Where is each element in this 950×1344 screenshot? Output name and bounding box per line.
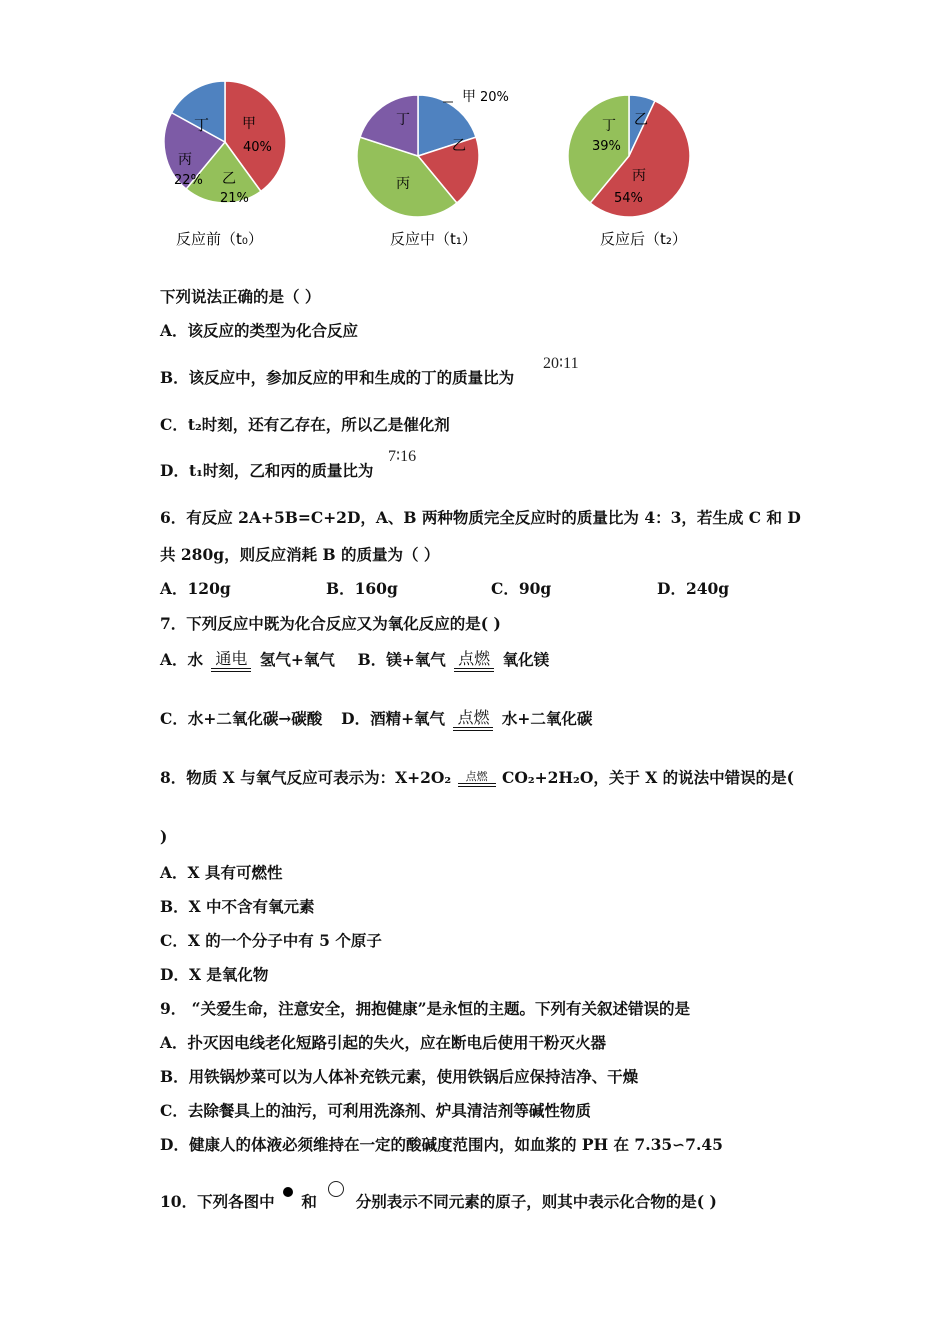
q6-option-d: D．240g (657, 579, 730, 598)
q7-option-a-product: 氢气+氧气 (259, 650, 335, 669)
double-line (453, 727, 493, 731)
q8-option-b: B．X 中不含有氧元素 (160, 897, 315, 916)
q5-option-d-ratio: 7∶16 (388, 448, 417, 465)
q8-stem (160, 766, 794, 788)
q9-option-c: C．去除餐具上的油污，可利用洗涤剂、炉具清洁剂等碱性物质 (160, 1101, 591, 1120)
q8-option-a: A．X 具有可燃性 (160, 863, 283, 882)
slice-label-jia: 甲 (242, 116, 256, 132)
q5-option-b-ratio: 20∶11 (543, 355, 579, 372)
slice-label-ding: 丁 (602, 118, 616, 134)
q5-stem: 下列说法正确的是（ ） (160, 287, 321, 306)
slice-label-bing: 丙 (632, 168, 646, 184)
q10-stem (160, 1181, 717, 1212)
q6-option-b: B．160g (326, 579, 398, 598)
q8-stem-close: ) (160, 827, 168, 846)
q8-stem-post: CO₂+2H₂O，关于 X 的说法中错误的是( (502, 768, 795, 787)
q7-options-ab (160, 648, 549, 672)
q7-option-d-reactant: D．酒精+氧气 (341, 709, 446, 728)
q8-stem-pre: 8．物质 X 与氧气反应可表示为：X+2O₂ (160, 768, 452, 787)
q5-option-b: B．该反应中，参加反应的甲和生成的丁的质量比为 (160, 368, 515, 387)
pie-t0 (164, 81, 286, 248)
double-line (211, 668, 251, 672)
hollow-atom-icon (328, 1181, 344, 1197)
q9-option-a: A．扑灭因电线老化短路引起的失火，应在断电后使用干粉灭火器 (160, 1033, 607, 1052)
slice-label-jia: 甲 (462, 89, 476, 105)
q7-stem: 7．下列反应中既为化合反应又为氧化反应的是( ) (160, 614, 501, 633)
pie-caption: 反应前（t₀） (176, 230, 263, 248)
q6-option-a: A．120g (160, 579, 231, 598)
q7-option-a-reactant: A．水 (160, 650, 204, 669)
slice-pct-yi: 21% (220, 191, 249, 206)
reaction-condition: 点燃 (457, 707, 490, 727)
pie-charts (150, 80, 730, 255)
pie-t1 (357, 89, 509, 248)
q7-option-d-product: 水+二氧化碳 (501, 709, 593, 728)
q9-stem: 9． “关爱生命，注意安全，拥抱健康”是永恒的主题。下列有关叙述错误的是 (160, 999, 691, 1018)
q9-option-b: B．用铁锅炒菜可以为人体补充铁元素，使用铁锅后应保持洁净、干燥 (160, 1067, 639, 1086)
filled-atom-icon (283, 1187, 293, 1197)
reaction-arrow (211, 648, 251, 672)
slice-label-yi: 乙 (222, 171, 236, 187)
double-line (458, 783, 496, 787)
pie-caption: 反应中（t₁） (390, 230, 477, 248)
q5-option-c: C．t₂时刻，还有乙存在，所以乙是催化剂 (160, 415, 450, 434)
q5-option-d: D．t₁时刻，乙和丙的质量比为 (160, 461, 374, 480)
slice-pct-jia: 40% (243, 140, 272, 155)
slice-label-ding: 丁 (396, 112, 410, 128)
pie-t2 (568, 95, 690, 248)
slice-pct-jia: 20% (480, 90, 509, 105)
q6-stem-line1: 6．有反应 2A+5B=C+2D，A、B 两种物质完全反应时的质量比为 4：3，若生成 C 和 D (160, 508, 801, 527)
q6-stem-line2: 共 280g，则反应消耗 B 的质量为（ ） (160, 545, 440, 564)
reaction-condition: 通电 (215, 648, 248, 668)
q7-option-b-product: 氧化镁 (502, 650, 550, 669)
q7-options-cd (160, 707, 592, 731)
q5-option-a: A．该反应的类型为化合反应 (160, 321, 359, 340)
reaction-arrow (453, 707, 493, 731)
q9-option-d: D．健康人的体液必须维持在一定的酸碱度范围内，如血浆的 PH 在 7.35∽7.45 (160, 1135, 723, 1154)
q7-option-b-reactant: B．镁+氧气 (357, 650, 446, 669)
slice-label-bing: 丙 (178, 152, 192, 168)
reaction-condition: 点燃 (465, 770, 488, 783)
q6-option-c: C．90g (491, 579, 552, 598)
slice-pct-bing: 22% (174, 173, 203, 188)
double-line (454, 668, 494, 672)
q10-stem-post: 分别表示不同元素的原子，则其中表示化合物的是( ) (355, 1192, 717, 1211)
reaction-arrow (458, 771, 496, 787)
q7-option-c: C．水+二氧化碳→碳酸 (160, 709, 323, 728)
slice-label-yi: 乙 (634, 112, 648, 128)
pie-caption: 反应后（t₂） (600, 230, 687, 248)
pie-slices (357, 95, 479, 217)
q10-stem-pre: 10．下列各图中 (160, 1192, 275, 1211)
slice-label-yi: 乙 (452, 138, 466, 154)
slice-pct-ding: 39% (592, 139, 621, 154)
slice-pct-bing: 54% (614, 191, 643, 206)
slice-label-ding: 丁 (194, 116, 210, 134)
slice-label-bing: 丙 (396, 176, 410, 192)
reaction-arrow (454, 648, 494, 672)
q8-option-d: D．X 是氧化物 (160, 965, 269, 984)
q8-option-c: C．X 的一个分子中有 5 个原子 (160, 931, 382, 950)
reaction-condition: 点燃 (458, 648, 491, 668)
q10-stem-mid: 和 (301, 1192, 317, 1211)
